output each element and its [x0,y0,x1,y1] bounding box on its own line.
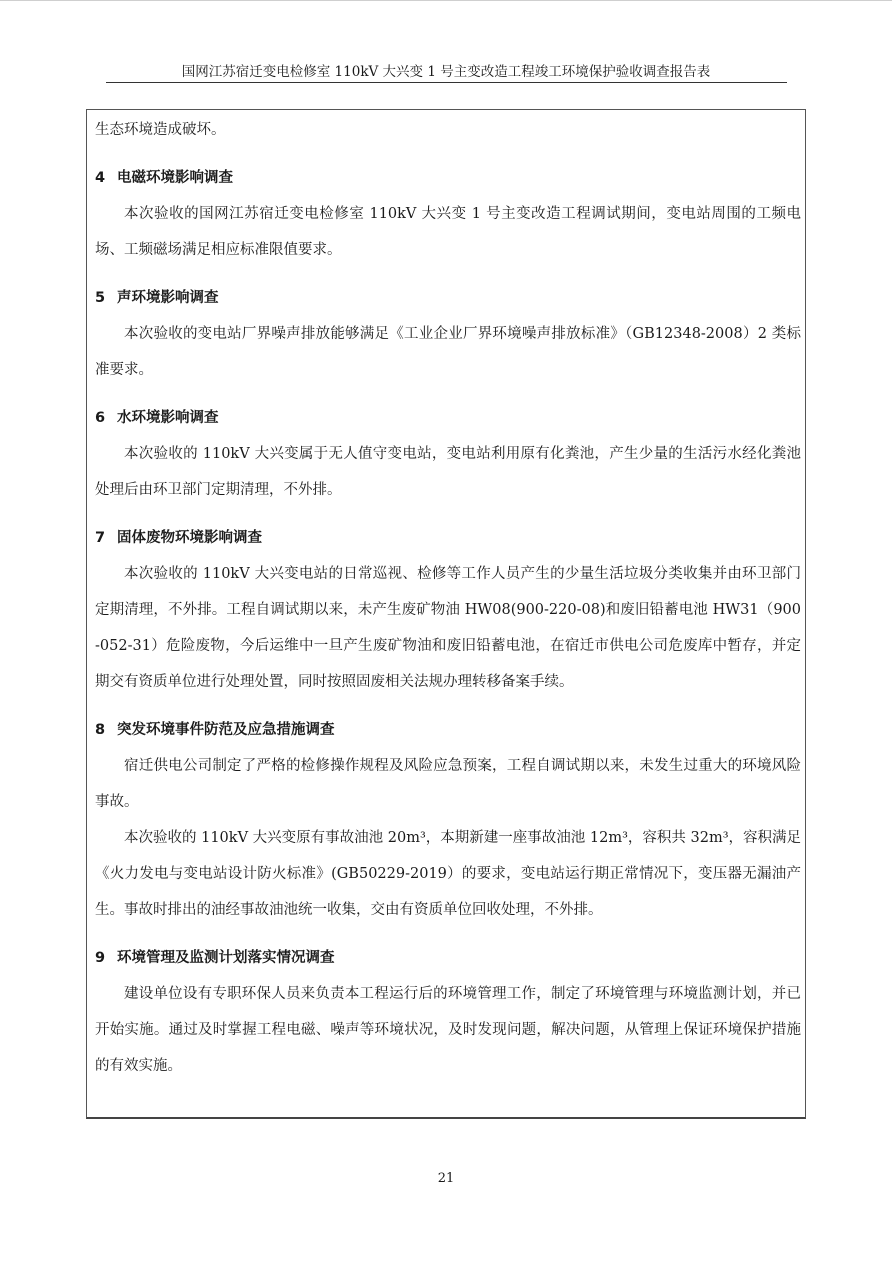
section-paragraph: 本次验收的 110kV 大兴变原有事故油池 20m³，本期新建一座事故油池 12m³，容积共 32m³，容积满足《火力发电与变电站设计防火标准》(GB50229-2019）的要求，变电站运行期正常情况下，变压器无漏油产生。事故时排出的油经事故油池统一收集，交由有资质单位回收处理，不外排。 [95,830,802,918]
section-title: 声环境影响调查 [117,290,219,306]
page-top-border [0,0,892,1]
section-acoustic [95,280,801,388]
section-number: 6 [95,410,106,426]
section-heading [95,400,801,436]
page-number: 21 [437,1171,455,1186]
section-paragraph: 宿迁供电公司制定了严格的检修操作规程及风险应急预案，工程自调试期以来，未发生过重大的环境风险事故。 [95,758,801,810]
section-title: 电磁环境影响调查 [117,170,233,186]
section-number: 4 [95,170,106,186]
section-heading [95,520,801,556]
intro-continuation: 生态环境造成破坏。 [95,122,226,138]
section-number: 9 [95,950,106,966]
section-solid-waste [95,520,801,700]
section-electromagnetic [95,160,801,268]
section-emergency [95,712,801,928]
report-body [95,112,801,1084]
section-heading [95,712,801,748]
running-header: 国网江苏宿迁变电检修室 110kV 大兴变 1 号主变改造工程竣工环境保护验收调查报告表 [181,64,711,80]
section-paragraph: 本次验收的 110kV 大兴变属于无人值守变电站，变电站利用原有化粪池，产生少量的生活污水经化粪池处理后由环卫部门定期清理，不外排。 [95,446,801,498]
section-title: 水环境影响调查 [117,410,219,426]
section-management [95,940,801,1084]
section-heading [95,280,801,316]
section-title: 环境管理及监测计划落实情况调查 [117,950,335,966]
section-paragraph: 本次验收的变电站厂界噪声排放能够满足《工业企业厂界环境噪声排放标准》（GB12348-2008）2 类标准要求。 [95,326,801,378]
section-heading [95,160,801,196]
section-number: 8 [95,722,106,738]
section-number: 5 [95,290,106,306]
section-paragraph: 建设单位设有专职环保人员来负责本工程运行后的环境管理工作，制定了环境管理与环境监测计划，并已开始实施。通过及时掌握工程电磁、噪声等环境状况，及时发现问题，解决问题，从管理上保证环境保护措施的有效实施。 [95,986,801,1074]
section-title: 突发环境事件防范及应急措施调查 [117,722,335,738]
section-title: 固体废物环境影响调查 [117,530,262,546]
header-rule [106,82,787,83]
section-number: 7 [95,530,106,546]
section-heading [95,940,801,976]
section-paragraph: 本次验收的 110kV 大兴变电站的日常巡视、检修等工作人员产生的少量生活垃圾分类收集并由环卫部门定期清理，不外排。工程自调试期以来，未产生废矿物油 HW08(900-220-08)和废旧铅蓄电池 HW31（900-052-31）危险废物，今后运维中一旦产生废矿物油和废旧铅蓄电池，在宿迁市供电公司危废库中暂存，并定期交有资质单位进行处理处置，同时按照固废相关法规办理转移备案手续。 [95,566,801,690]
section-paragraph: 本次验收的国网江苏宿迁变电检修室 110kV 大兴变 1 号主变改造工程调试期间，变电站周围的工频电场、工频磁场满足相应标准限值要求。 [95,206,801,258]
section-water [95,400,801,508]
